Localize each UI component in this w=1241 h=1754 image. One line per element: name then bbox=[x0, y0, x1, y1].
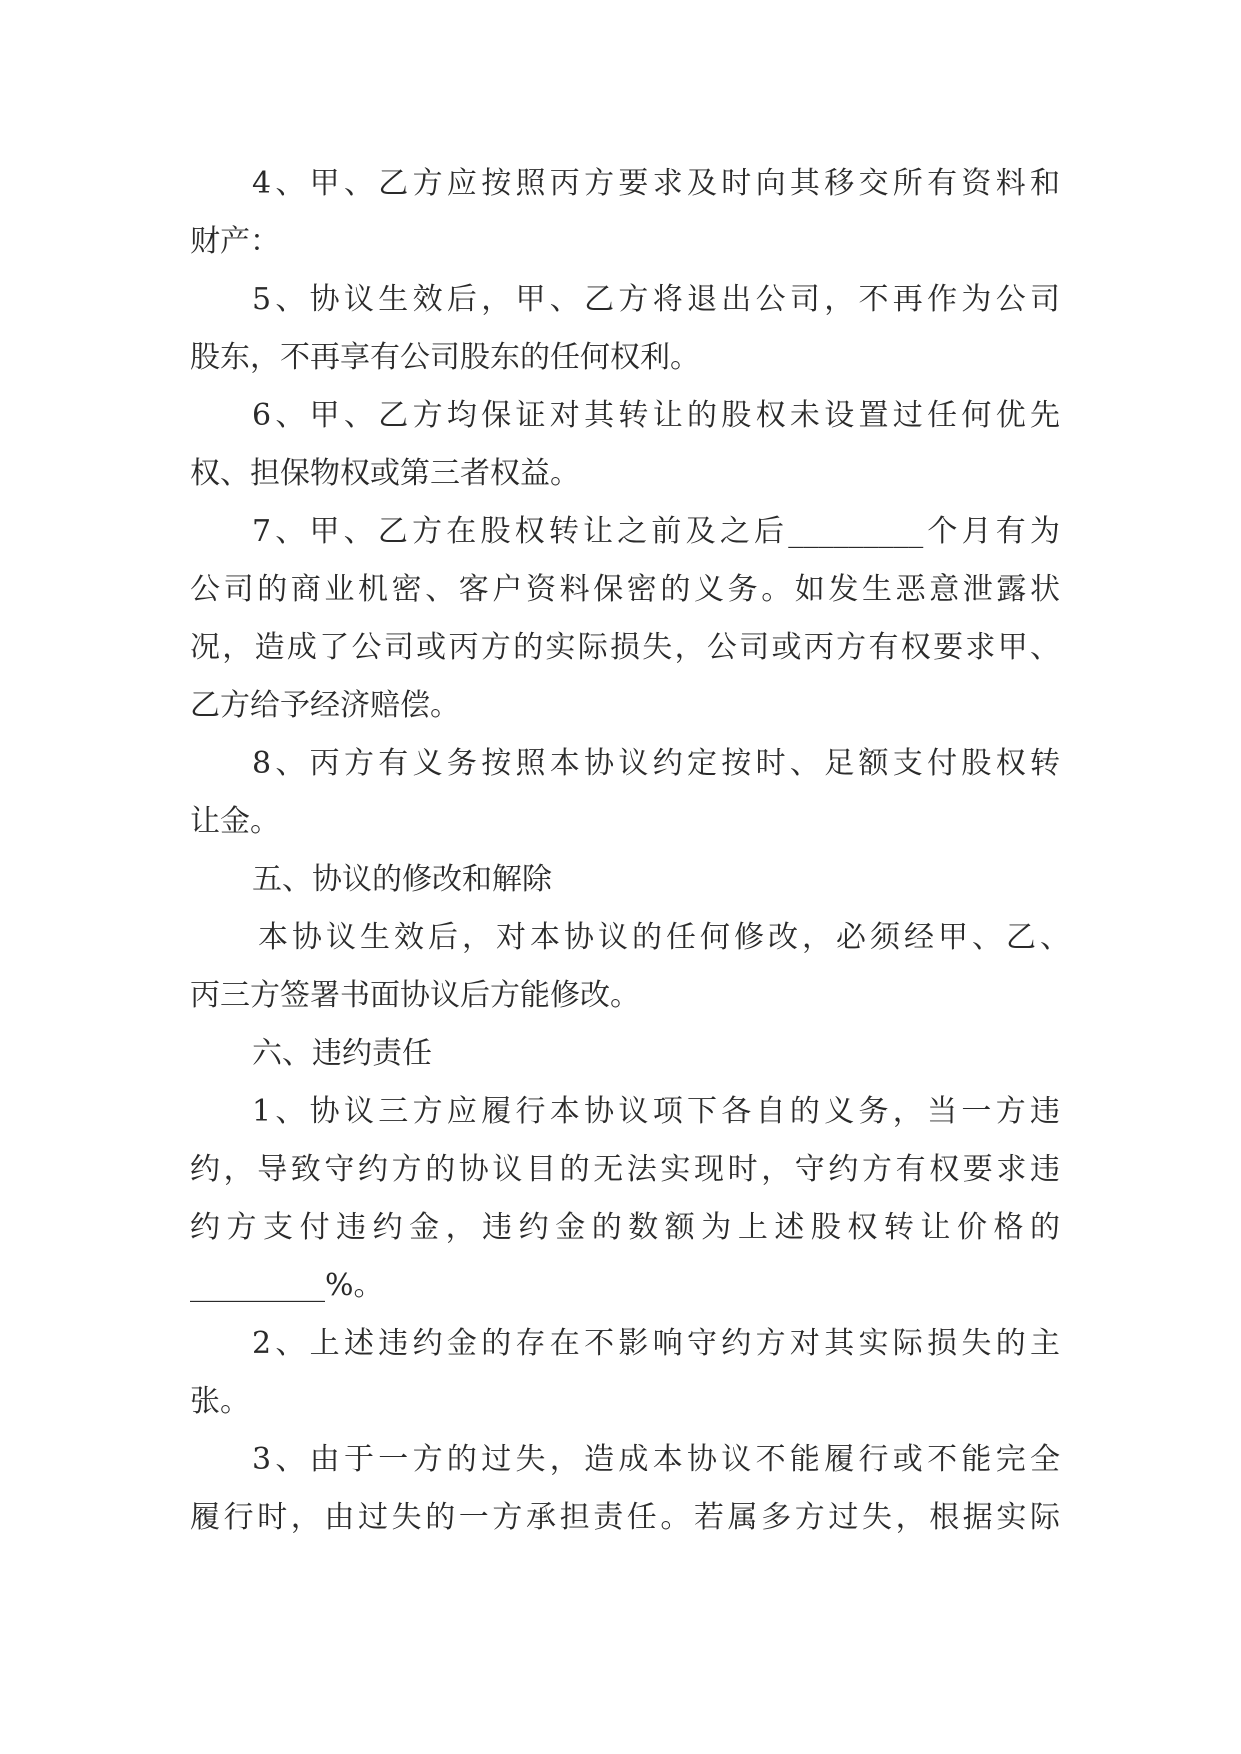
text-line: 本协议生效后，对本协议的任何修改，必须经甲、乙、 bbox=[258, 920, 1070, 955]
text-line: 况，造成了公司或丙方的实际损失，公司或丙方有权要求甲、 bbox=[190, 630, 1060, 665]
text-line: 约，导致守约方的协议目的无法实现时，守约方有权要求违 bbox=[190, 1152, 1060, 1187]
section-heading: 五、协议的修改和解除 bbox=[252, 862, 552, 897]
text-line: 7、甲、乙方在股权转让之前及之后_________个月有为 bbox=[252, 514, 1060, 549]
text-line: _________%。 bbox=[190, 1268, 384, 1303]
text-line: 股东，不再享有公司股东的任何权利。 bbox=[190, 340, 700, 375]
text-line: 2、上述违约金的存在不影响守约方对其实际损失的主 bbox=[252, 1326, 1060, 1361]
text-line: 财产： bbox=[190, 224, 280, 259]
text-line: 5、协议生效后，甲、乙方将退出公司，不再作为公司 bbox=[252, 282, 1060, 317]
text-line: 乙方给予经济赔偿。 bbox=[190, 688, 460, 723]
text-line: 6、甲、乙方均保证对其转让的股权未设置过任何优先 bbox=[252, 398, 1060, 433]
text-line: 公司的商业机密、客户资料保密的义务。如发生恶意泄露状 bbox=[190, 572, 1060, 607]
section-heading: 六、违约责任 bbox=[252, 1036, 432, 1071]
text-line: 3、由于一方的过失，造成本协议不能履行或不能完全 bbox=[252, 1442, 1060, 1477]
text-line: 履行时，由过失的一方承担责任。若属多方过失，根据实际 bbox=[190, 1500, 1060, 1535]
text-line: 4、甲、乙方应按照丙方要求及时向其移交所有资料和 bbox=[252, 166, 1060, 201]
text-line: 让金。 bbox=[190, 804, 280, 839]
text-line: 约方支付违约金，违约金的数额为上述股权转让价格的 bbox=[190, 1210, 1060, 1245]
text-line: 丙三方签署书面协议后方能修改。 bbox=[190, 978, 640, 1013]
text-line: 8、丙方有义务按照本协议约定按时、足额支付股权转 bbox=[252, 746, 1060, 781]
text-line: 1、协议三方应履行本协议项下各自的义务，当一方违 bbox=[252, 1094, 1060, 1129]
text-line: 权、担保物权或第三者权益。 bbox=[190, 456, 580, 491]
text-line: 张。 bbox=[190, 1384, 250, 1419]
